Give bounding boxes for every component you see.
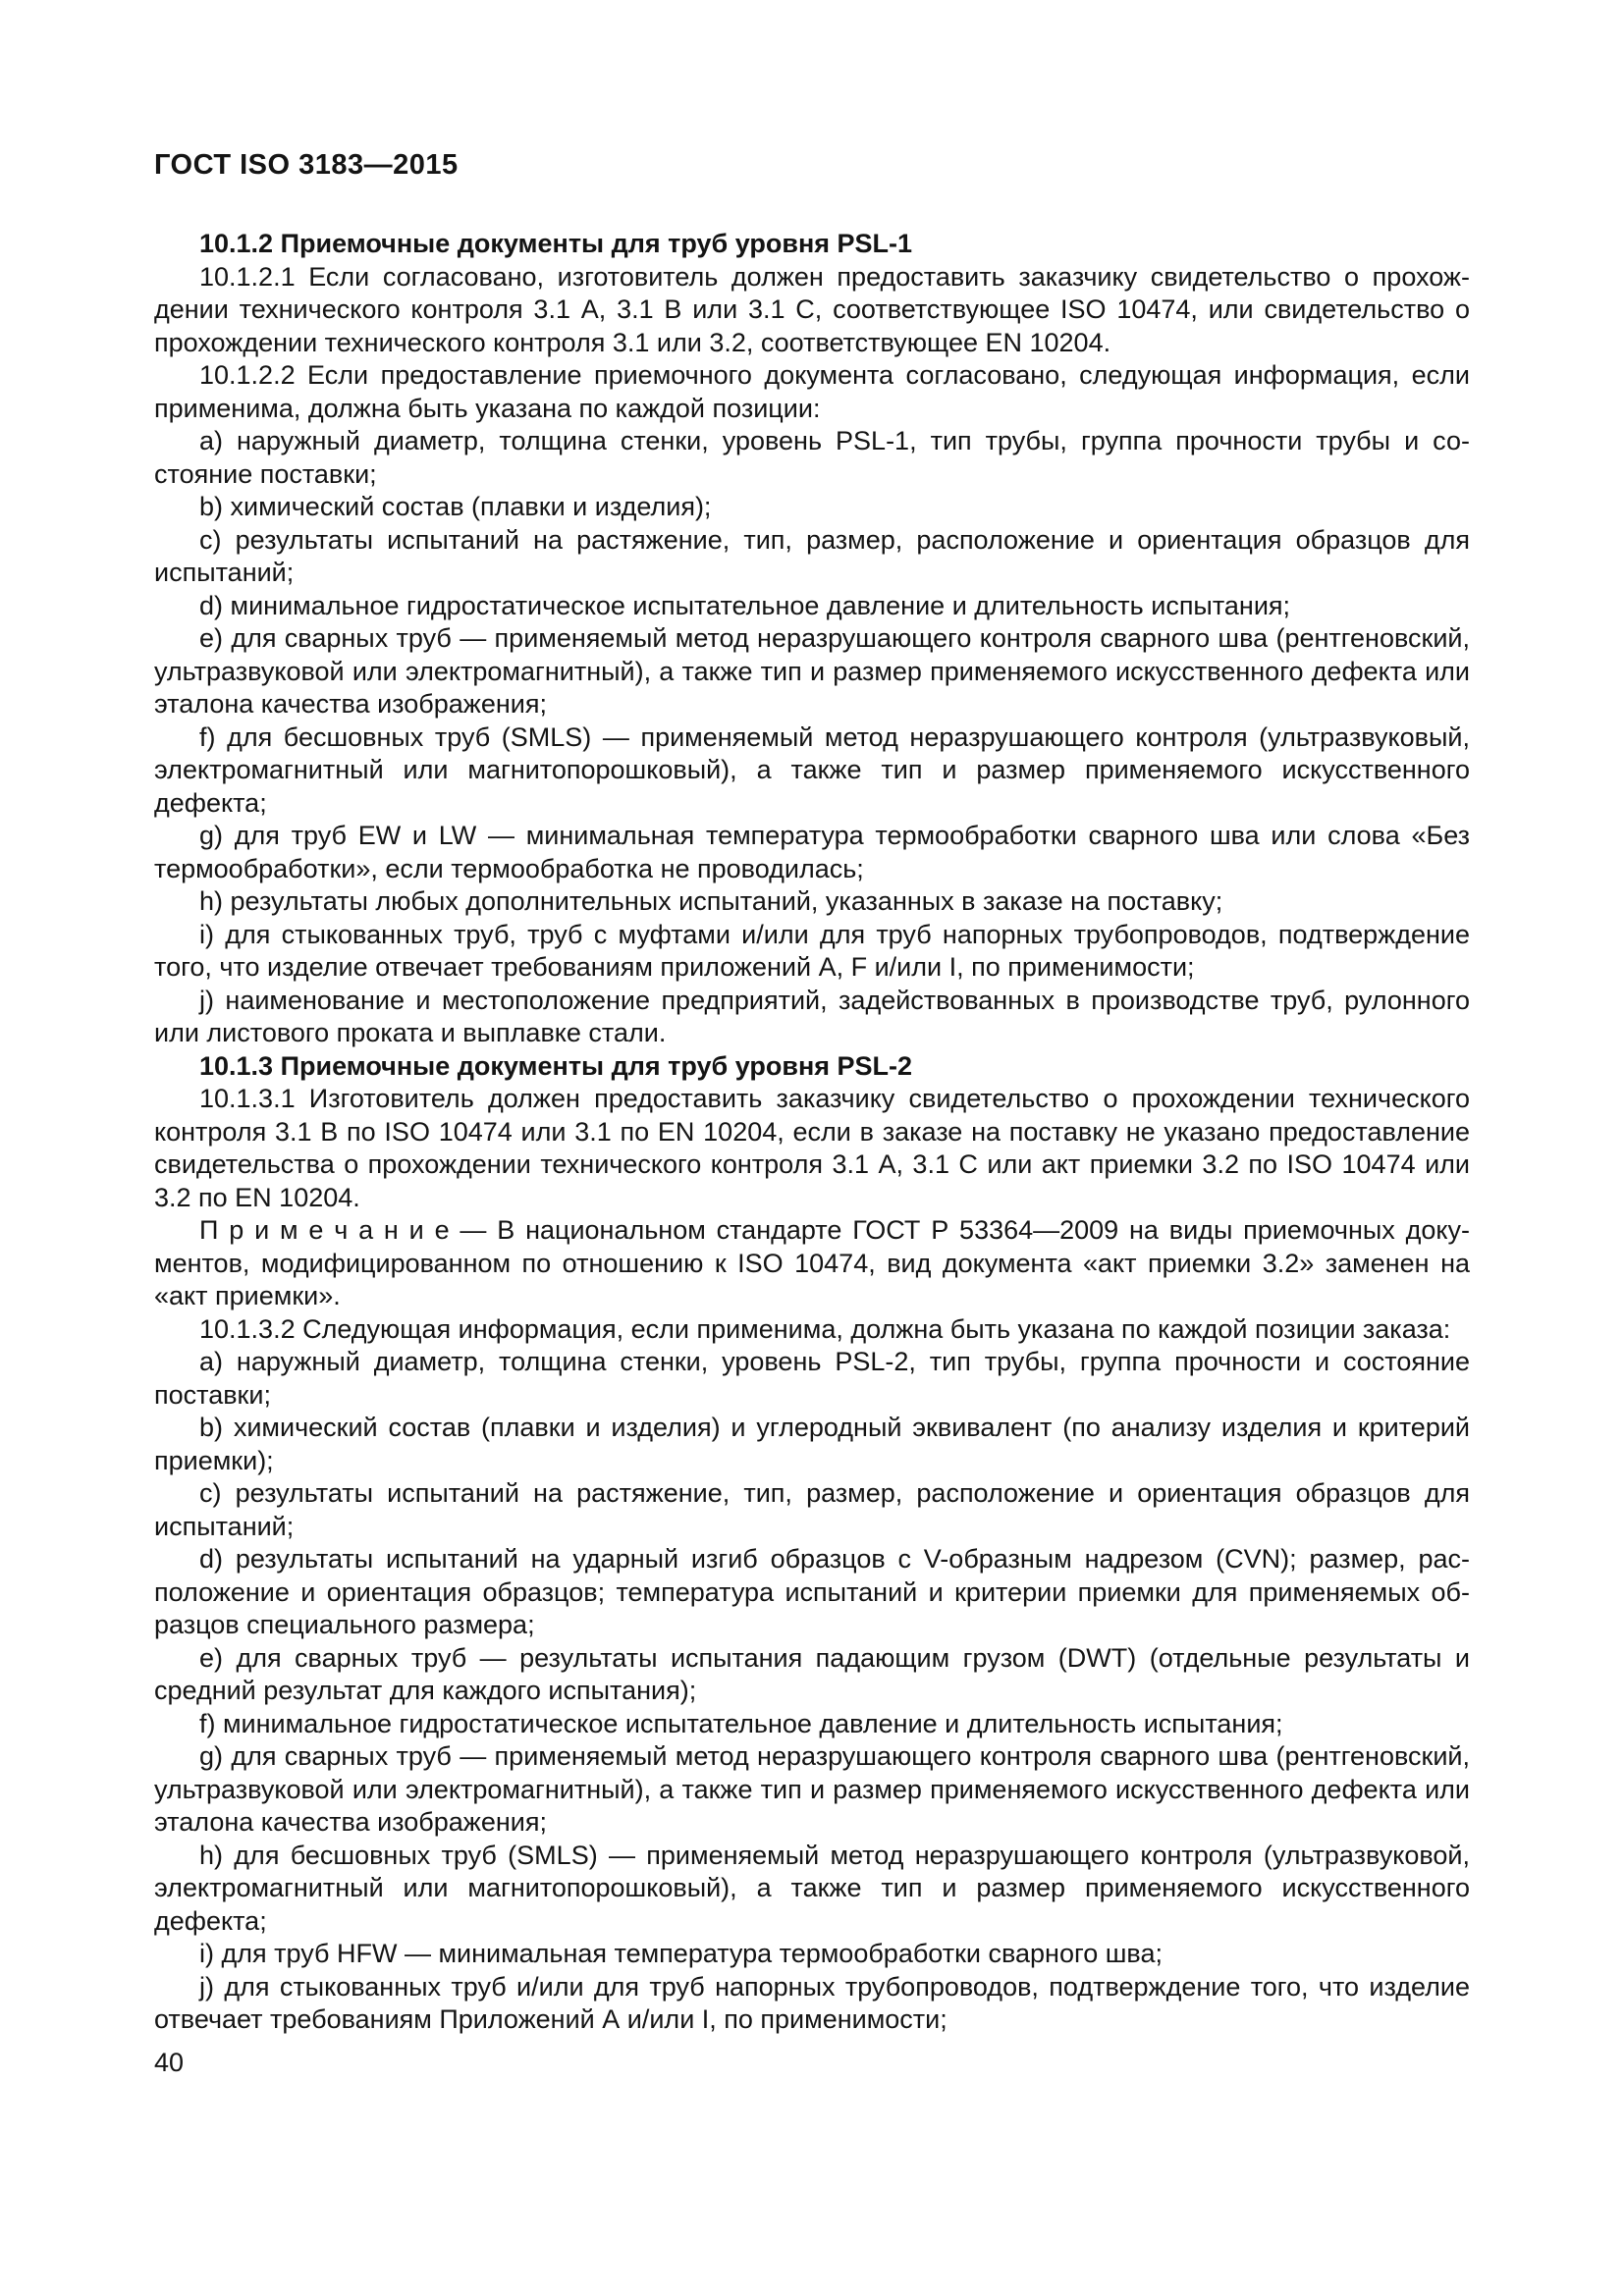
list-item-psl2-a: a) наружный диаметр, толщина стенки, уровень PSL-2, тип трубы, группа прочности и состояние поставки; xyxy=(154,1347,1470,1410)
list-item-psl2-h: h) для бесшовных труб (SMLS) — применяемый метод неразрушающего контроля (ультразвуковой, электромагнитный или магнитопорошковый), а также тип и размер применяемого искусственного дефекта; xyxy=(154,1840,1470,1936)
list-item-psl1-g: g) для труб EW и LW — минимальная температура термообработки сварного шва или слова «Без термообработки», если термообработка не проводилась; xyxy=(154,821,1470,883)
list-item-psl2-i: i) для труб HFW — минимальная температура термообработки сварного шва; xyxy=(199,1939,1163,1968)
para-10-1-2-1: 10.1.2.1 Если согласовано, изготовитель должен предоставить заказчику свидетельство о прохождении технического контроля 3.1 А, 3.1 В или 3.1 С, соответствующее ISO 10474, или свидетельство о прохождении технического контроля 3.1 или 3.2, соответствующее EN 10204. xyxy=(154,261,1470,357)
list-item-psl2-g: g) для сварных труб — применяемый метод неразрушающего контроля сварного шва (рентгеновский, ультразвуковой или электромагнитный), а также тип и размер применяемого искусственного дефекта или эталона качества изображения; xyxy=(154,1741,1470,1837)
list-item-psl1-e: e) для сварных труб — применяемый метод неразрушающего контроля сварного шва (рентгеновский, ультразвуковой или электромагнитный), а также тип и размер применяемого искусственного дефекта или эталона качества изображения; xyxy=(154,623,1470,719)
section-heading-psl1: 10.1.2 Приемочные документы для труб уровня PSL-1 xyxy=(199,229,913,258)
list-item-psl2-j: j) для стыкованных труб и/или для труб напорных трубопроводов, подтверждение того, что изделие отвечает требованиям Приложений А и/или I, по применимости; xyxy=(154,1971,1470,2034)
document-code: ГОСТ ISO 3183—2015 xyxy=(154,149,459,181)
list-item-psl2-c: c) результаты испытаний на растяжение, тип, размер, расположение и ориентация образцов для испытаний; xyxy=(154,1478,1470,1541)
para-10-1-2-2: 10.1.2.2 Если предоставление приемочного документа согласовано, следующая информация, если применима, должна быть указана по каждой позиции: xyxy=(154,360,1470,423)
list-item-psl1-h: h) результаты любых дополнительных испытаний, указанных в заказе на поставку; xyxy=(199,886,1223,916)
list-item-psl1-a: a) наружный диаметр, толщина стенки, уровень PSL-1, тип трубы, группа прочности трубы и состояние поставки; xyxy=(154,426,1470,489)
list-item-psl2-e: e) для сварных труб — результаты испытания падающим грузом (DWT) (отдельные результаты и средний результат для каждого испытания); xyxy=(154,1642,1470,1705)
list-item-psl1-b: b) химический состав (плавки и изделия); xyxy=(199,492,712,521)
section-heading-psl2: 10.1.3 Приемочные документы для труб уровня PSL-2 xyxy=(199,1050,913,1081)
para-10-1-3-1: 10.1.3.1 Изготовитель должен предоставить заказчику свидетельство о прохождении технического контроля 3.1 В по ISO 10474 или 3.1 по EN 10204, если в заказе на поставку не указано предоставление свидетельства о прохождении технического контроля 3.1 А, 3.1 С или акт приемки 3.2 по ISO 10474 или 3.2 по EN 10204. xyxy=(154,1084,1470,1212)
list-item-psl1-j: j) наименование и местоположение предприятий, задействованных в производстве труб, рулонного или листового проката и выплавке стали. xyxy=(154,985,1470,1047)
page-number: 40 xyxy=(154,2047,185,2077)
note-paragraph: П р и м е ч а н и е — В национальном стандарте ГОСТ Р 53364—2009 на виды приемочных документов, модифицированном по отношению к ISO 10474, вид документа «акт приемки 3.2» заменен на «акт приемки». xyxy=(154,1215,1470,1310)
list-item-psl2-b: b) химический состав (плавки и изделия) и углеродный эквивалент (по анализу изделия и критерий приемки); xyxy=(154,1413,1470,1475)
list-item-psl2-f: f) минимальное гидростатическое испытательное давление и длительность испытания; xyxy=(199,1708,1283,1738)
document-body xyxy=(154,228,1470,2037)
list-item-psl1-f: f) для бесшовных труб (SMLS) — применяемый метод неразрушающего контроля (ультразвуковый, электромагнитный или магнитопорошковый), а также тип и размер применяемого искусственного дефекта; xyxy=(154,721,1470,818)
list-item-psl2-d: d) результаты испытаний на ударный изгиб образцов с V-образным надрезом (CVN); размер, расположение и ориентация образцов; температура испытаний и критерии приемки для применяемых образцов специального размера; xyxy=(154,1544,1470,1639)
list-item-psl1-c: c) результаты испытаний на растяжение, тип, размер, расположение и ориентация образцов для испытаний; xyxy=(154,524,1470,587)
list-item-psl1-d: d) минимальное гидростатическое испытательное давление и длительность испытания; xyxy=(199,590,1291,620)
list-item-psl1-i: i) для стыкованных труб, труб с муфтами и/или для труб напорных трубопроводов, подтверждение того, что изделие отвечает требованиям приложений А, F и/или I, по применимости; xyxy=(154,919,1470,982)
para-10-1-3-2: 10.1.3.2 Следующая информация, если применима, должна быть указана по каждой позиции заказа: xyxy=(199,1313,1451,1344)
